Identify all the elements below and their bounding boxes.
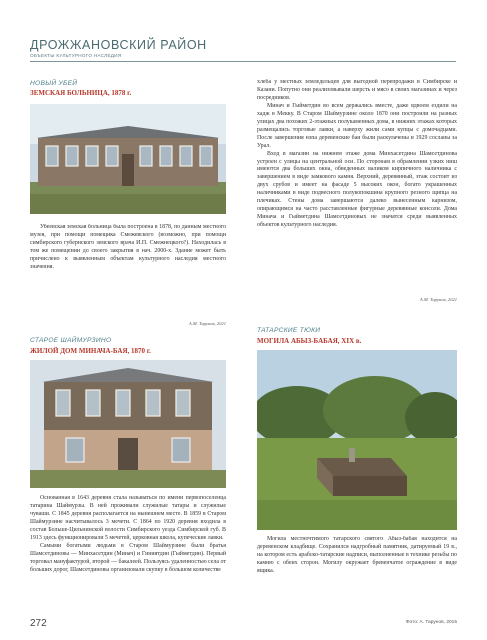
page-number: 272 bbox=[30, 618, 47, 629]
section-kicker-tatarskie-tyuki: ТАТАРСКИЕ ТЮКИ bbox=[257, 327, 321, 334]
section-title-zemskaya-bolnitsa: ЗЕМСКАЯ БОЛЬНИЦА, 1878 г. bbox=[30, 89, 132, 97]
section-kicker-novy-ubey: НОВЫЙ УБЕЙ bbox=[30, 80, 78, 87]
photo-minach-house bbox=[30, 360, 226, 488]
section2-paragraph-1: Основанная в 1643 деревня стала называться по имени первопоселенца татарина Шаймурзы. В ней проживали служилые татары и служилые чуваши. С 1845 деревня располагается на нынешнем месте. В 1859 в Старом Шаймурзине насчитывалось 3 мечети. С 1864 по 1920 деревня входила в состав Больше-Цильнинской волости Симбирского уезда Симбирской губ. В 1913 здесь функционировали 5 мечетей, церковная школа, купеческие лавки. bbox=[30, 495, 226, 541]
section2-body bbox=[30, 495, 226, 617]
page-header-title: ДРОЖЖАНОВСКИЙ РАЙОН bbox=[30, 38, 207, 52]
section1-body bbox=[30, 224, 226, 319]
section-kicker-staroe-shaymurzino: СТАРОЕ ШАЙМУРЗИНО bbox=[30, 337, 112, 344]
continuation-paragraph-3: Вход в магазин на нижнем этаже дома Минхасетдина Шамсетдинова устроен с улицы на центральной оси. По сторонам в обрамлении узких ниш имеются два больших окна, обведенных валиком кирпичного наличника с завершением в виде замкового камня. Верхний, деревянный, этаж состоит из двух срубов и имеет на фасаде 5 высоких окон, богато украшенных наличниками в виде подвесного полукопокшина крупного резного щипца на плечиках. Стены дома завершаются далеко вынесенным карнизом, опирающимся на часто расставленные фигурные деревянные консоли. Дома Минача и Гыйметдина Шамсетдиновых не значатся среди выявленных объектов культурного наследия. bbox=[257, 150, 457, 229]
section-title-mogila-abyz-babaya: МОГИЛА АБЫЗ-БАБАЯ, XIX в. bbox=[257, 337, 362, 345]
photo-credit-footer: Фото: А. Тарунов, 2015 bbox=[405, 620, 457, 625]
continuation-paragraph-2: Минач и Гыйметдин во всем держались вместе, даже вдвоем ездили на хадж в Мекку. В Старом Шаймурзине около 1870 они построили на разных улицах два похожих 2-этажных полукаменных дома, в нижних этажах которых размещались торговые лавки, а наверху жили сами купцы с домочадцами. После завершения нэпа деревенские баи были раскулачены и 1929 сосланы за Урал. bbox=[257, 102, 457, 149]
section1-paragraph: Убеевская земская больница была построена в 1878, по данным местного музея, при помощи помещика Смежевского (возможно, при помощи симбирского губернского земского врача И.П. Смежнецкого?). Находилась в том же помещении до своего закрытия в нач. 2000-х. Здание может быть причислено к выявленным объектам культурного наследия местного значения. bbox=[30, 224, 226, 270]
section1-credit: А.М. Тарунов, 2021 bbox=[188, 321, 226, 326]
continuation-body bbox=[257, 79, 457, 289]
continuation-paragraph-1: хлеба у местных земледельцев для выгодной перепродажи в Симбирске и Казани. Попутно они реализовывали шерсть и мясо в своих магазинах и через посредников. bbox=[257, 79, 457, 101]
section3-paragraph: Могила местночтимого татарского святого Абыз-бабая находится на деревенском кладбище. Сохранился надгробный памятник, датируемый 19 в., на котором есть арабско-татарские надписи, выполненные в технике резьбы по камню с обеих сторон. Могилу окружает бревенчатое ограждение в виде ящика. bbox=[257, 536, 457, 574]
section-title-zhiloy-dom: ЖИЛОЙ ДОМ МИНАЧА-БАЯ, 1870 г. bbox=[30, 347, 151, 355]
section2-paragraph-2: Самыми богатыми людьми в Старом Шаймурзине были братья Шамсетдиновы — Минхасетдин (Минач) и Гиниятдин (Гыйметдин). Первый торговал мануфактурой, второй — бакалеей. Пользуясь удаленностью села от больших дорог, Шамсетдиновы организовали скупку в большом количестве bbox=[30, 542, 226, 573]
header-rule bbox=[30, 61, 456, 62]
photo-grave bbox=[257, 350, 457, 530]
photo-hospital bbox=[30, 104, 226, 214]
section3-body bbox=[257, 536, 457, 602]
page-header-subtitle: ОБЪЕКТЫ КУЛЬТУРНОГО НАСЛЕДИЯ bbox=[30, 53, 122, 58]
continuation-credit: А.М. Тарунов, 2021 bbox=[419, 297, 457, 302]
